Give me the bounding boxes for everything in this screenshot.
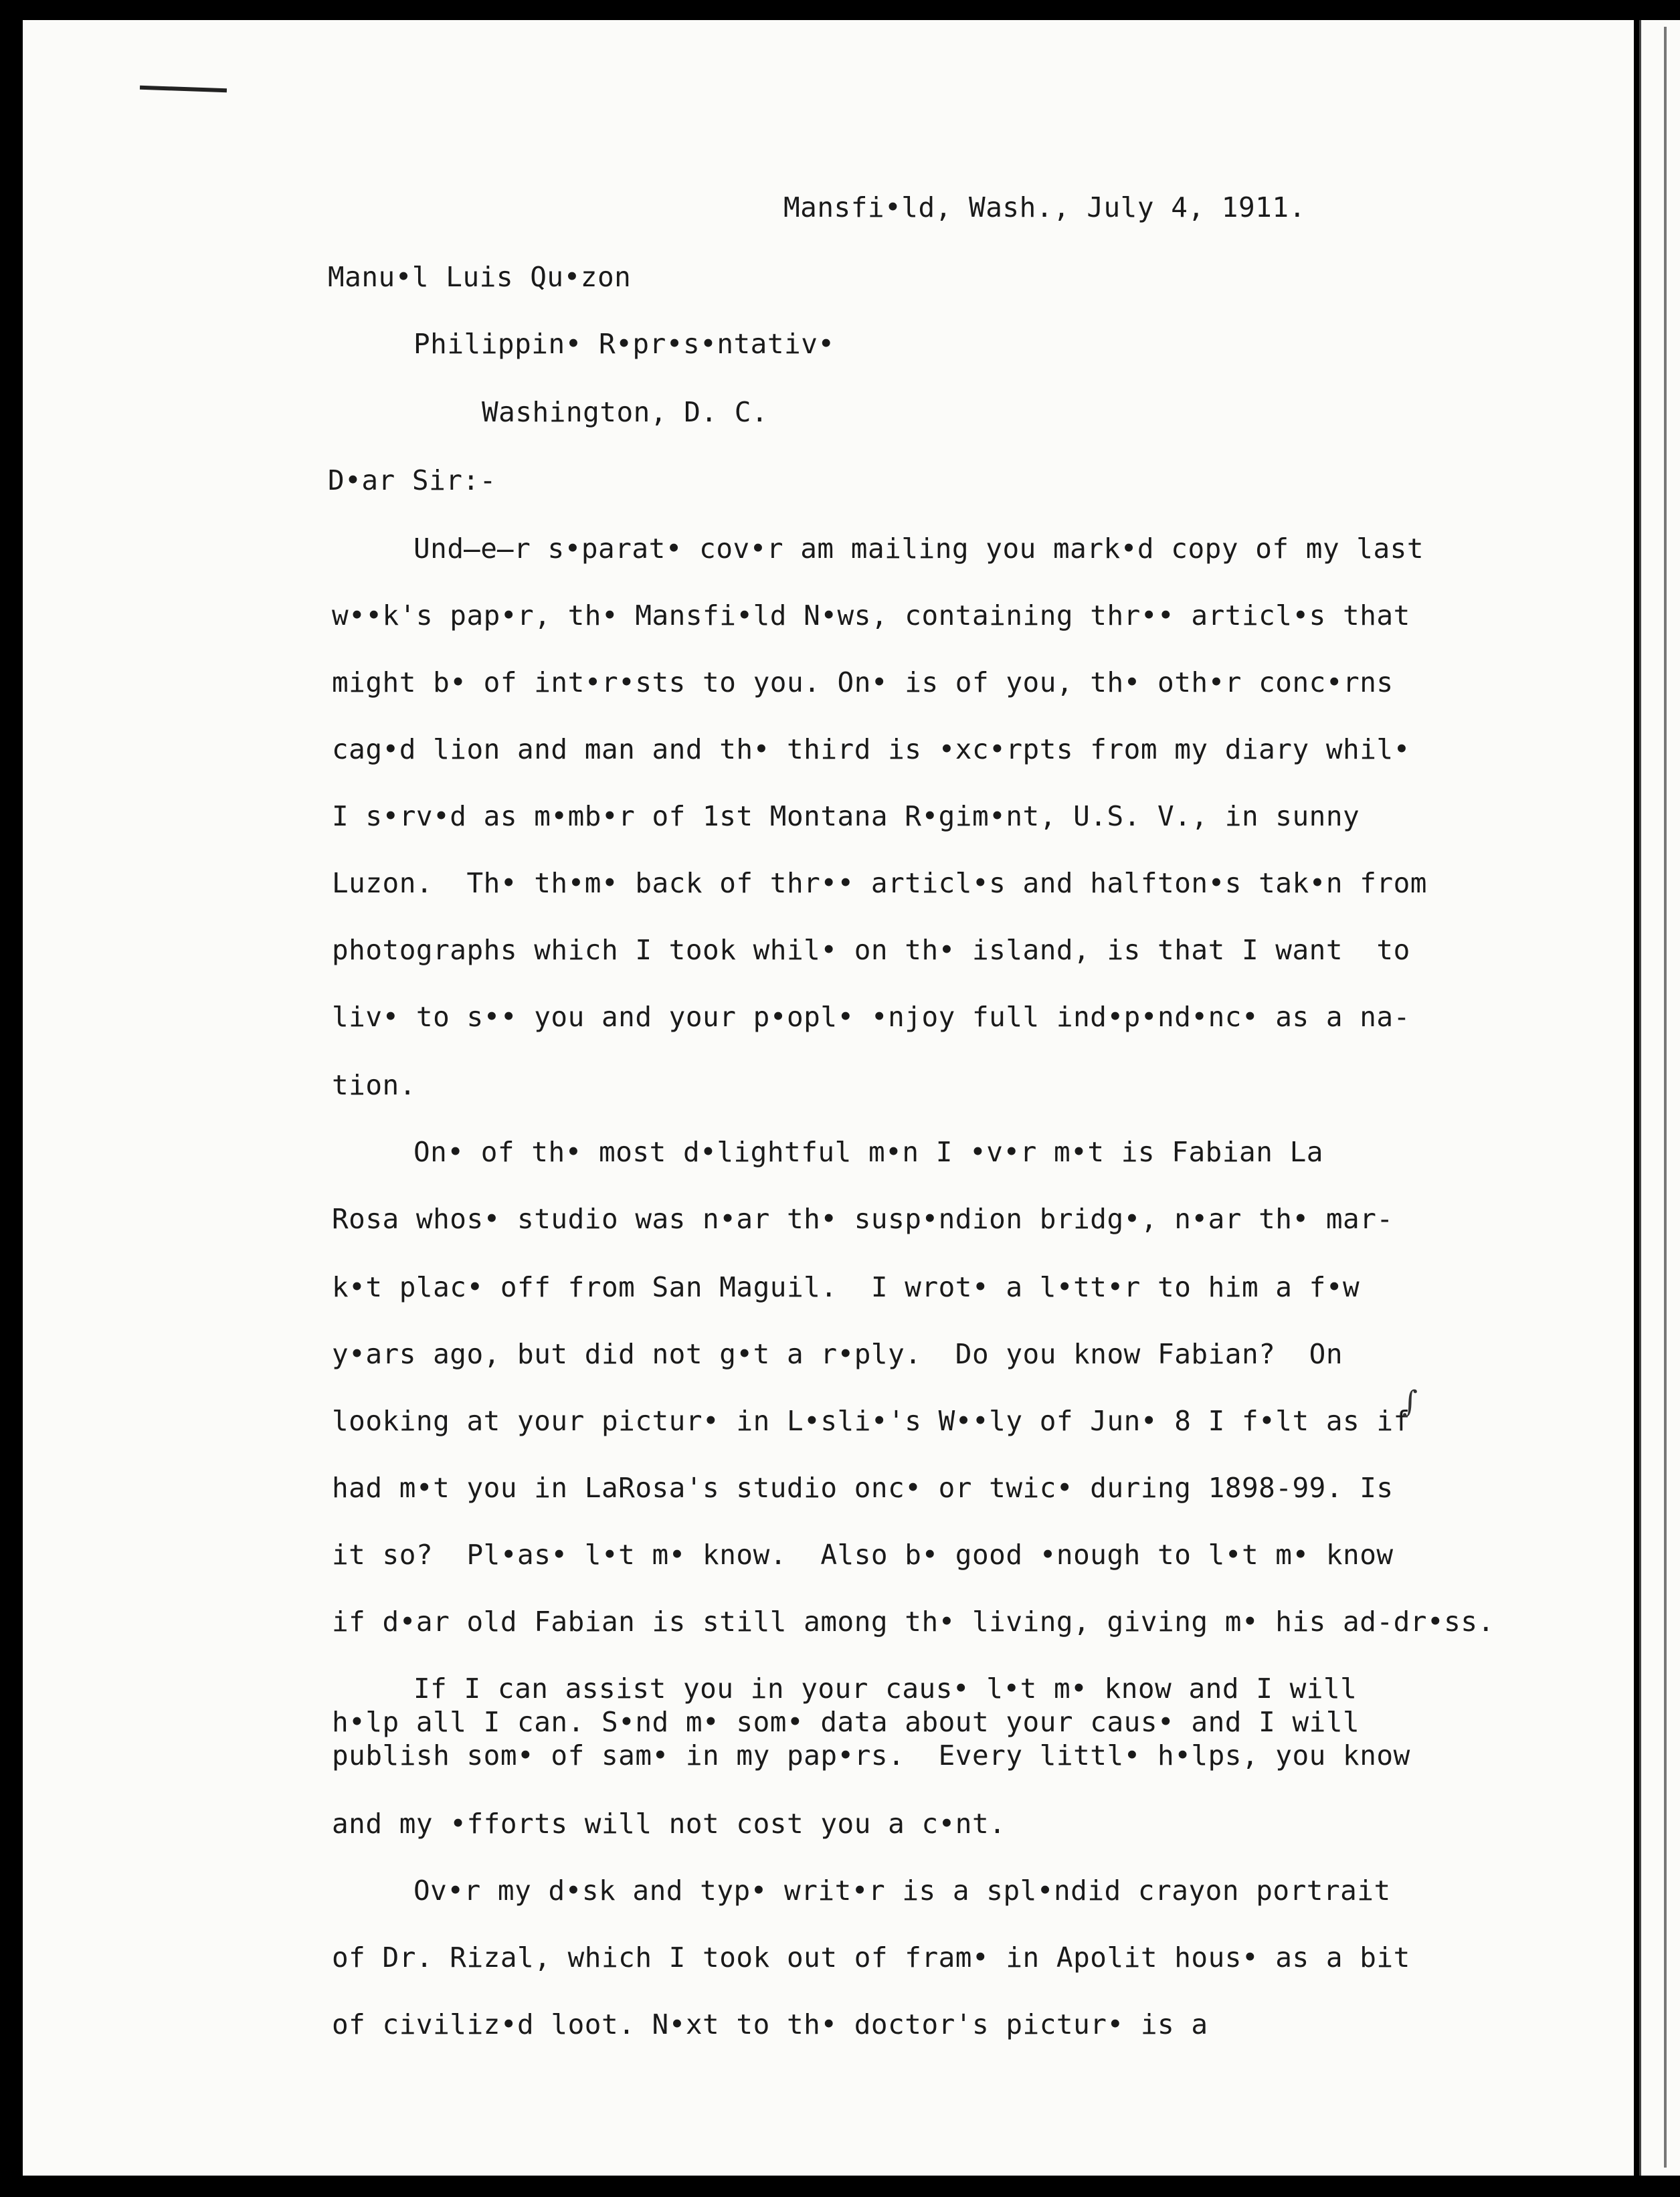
body-line: of Dr. Rizal, which I took out of fram• in Apolit hous• as a bit	[332, 1941, 1410, 1974]
body-line: cag•d lion and man and th• third is •xc•rpts from my diary whil•	[332, 733, 1410, 765]
body-line: Rosa whos• studio was n•ar th• susp•ndion bridg•, n•ar th• mar-	[332, 1203, 1394, 1235]
body-line: y•ars ago, but did not g•t a r•ply. Do you know Fabian? On	[332, 1338, 1343, 1370]
dateline: Mansfi•ld, Wash., July 4, 1911.	[783, 191, 1306, 223]
body-line: liv• to s•• you and your p•opl• •njoy full ind•p•nd•nc• as a na-	[332, 1001, 1410, 1033]
body-line: w••k's pap•r, th• Mansfi•ld N•ws, containing thr•• articl•s that	[332, 599, 1410, 632]
body-line: h•lp all I can. S•nd m• som• data about your caus• and I will	[332, 1706, 1360, 1738]
salutation: D•ar Sir:-	[328, 464, 496, 496]
body-line: k•t plac• off from San Maguil. I wrot• a l•tt•r to him a f•w	[332, 1271, 1360, 1303]
page-edge-shadow	[1664, 27, 1667, 2168]
body-line: publish som• of sam• in my pap•rs. Every littl• h•lps, you know	[332, 1739, 1410, 1772]
body-line: I s•rv•d as m•mb•r of 1st Montana R•gim•nt, U.S. V., in sunny	[332, 800, 1360, 832]
stacked-page-edge	[1639, 20, 1680, 2176]
letter-page	[23, 20, 1634, 2176]
corner-scratch-mark	[140, 86, 227, 93]
body-line: and my •fforts will not cost you a c•nt.	[332, 1808, 1006, 1840]
recipient-city: Washington, D. C.	[482, 396, 769, 428]
recipient-title: Philippin• R•pr•s•ntativ•	[413, 328, 835, 360]
body-line: photographs which I took whil• on th• island, is that I want to	[332, 934, 1410, 966]
body-line: of civiliz•d loot. N•xt to th• doctor's pictur• is a	[332, 2008, 1208, 2040]
body-line: if d•ar old Fabian is still among th• living, giving m• his ad-dr•ss.	[332, 1606, 1495, 1638]
body-line: tion.	[332, 1069, 416, 1101]
body-line: On• of th• most d•lightful m•n I •v•r m•t is Fabian La	[413, 1136, 1323, 1168]
body-line: it so? Pl•as• l•t m• know. Also b• good •nough to l•t m• know	[332, 1539, 1394, 1571]
recipient-name: Manu•l Luis Qu•zon	[328, 261, 632, 293]
body-line: Luzon. Th• th•m• back of thr•• articl•s and halfton•s tak•n from	[332, 867, 1427, 899]
handwritten-insertion-mark: ∫	[1402, 1385, 1418, 1419]
body-line: Ov•r my d•sk and typ• writ•r is a spl•ndid crayon portrait	[413, 1875, 1391, 1907]
body-line: Und̶e̶r s•parat• cov•r am mailing you mark•d copy of my last	[413, 533, 1424, 565]
body-line: If I can assist you in your caus• l•t m• know and I will	[413, 1673, 1358, 1705]
body-line: might b• of int•r•sts to you. On• is of you, th• oth•r conc•rns	[332, 666, 1394, 698]
body-line: looking at your pictur• in L•sli•'s W••ly of Jun• 8 I f•lt as if	[332, 1405, 1410, 1437]
body-line: had m•t you in LaRosa's studio onc• or twic• during 1898-99. Is	[332, 1472, 1394, 1504]
